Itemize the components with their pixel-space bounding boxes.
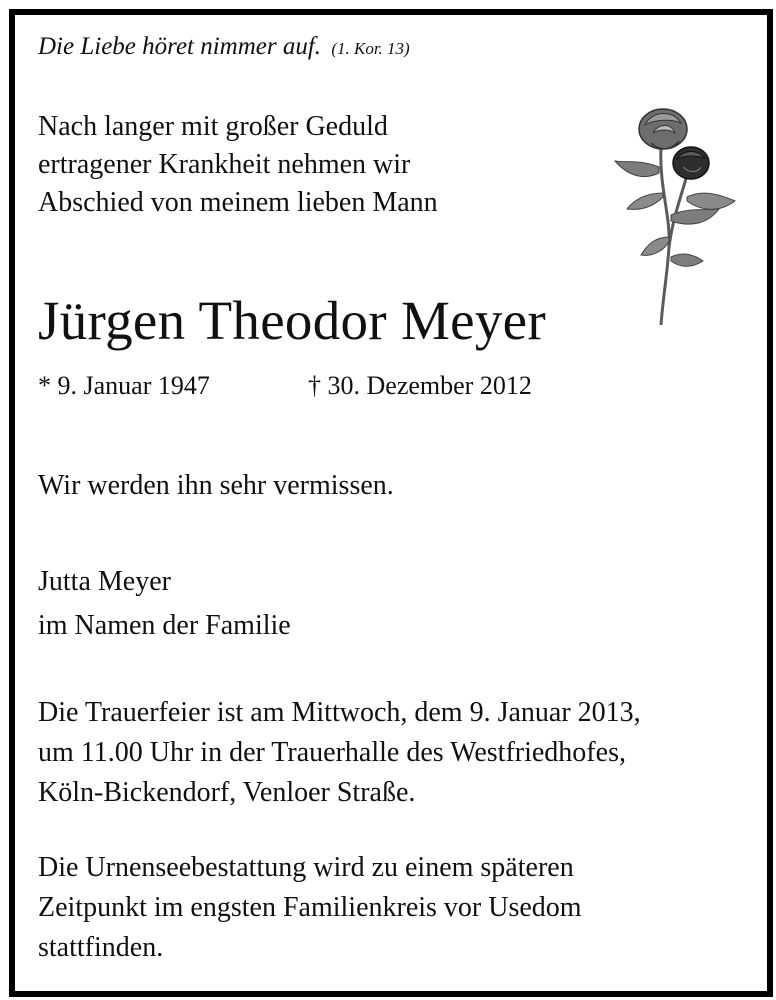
- motto-text: Die Liebe höret nimmer auf.: [38, 33, 322, 60]
- motto-reference: (1. Kor. 13): [331, 39, 410, 58]
- service-line: um 11.00 Uhr in der Trauerhalle des Westfriedhofes,: [38, 737, 626, 768]
- burial-line: stattfinden.: [38, 932, 164, 963]
- intro-text: [38, 108, 438, 222]
- rose-icon: [611, 97, 739, 327]
- intro-line: ertragener Krankheit nehmen wir: [38, 149, 411, 180]
- intro-line: Nach langer mit großer Geduld: [38, 111, 388, 142]
- burial-line: Zeitpunkt im engsten Familienkreis vor Usedom: [38, 892, 582, 923]
- motto: [38, 33, 410, 61]
- burial-info: [38, 848, 582, 968]
- intro-line: Abschied von meinem lieben Mann: [38, 187, 438, 218]
- signature-name: Jutta Meyer: [38, 566, 171, 597]
- signature-note: im Namen der Familie: [38, 610, 291, 641]
- service-line: Köln-Bickendorf, Venloer Straße.: [38, 777, 416, 808]
- death-date: † 30. Dezember 2012: [308, 371, 532, 400]
- farewell-message: Wir werden ihn sehr vermissen.: [38, 470, 394, 501]
- birth-date: * 9. Januar 1947: [38, 371, 210, 400]
- burial-line: Die Urnenseebestattung wird zu einem späteren: [38, 852, 574, 883]
- obituary-frame: [9, 9, 773, 997]
- service-line: Die Trauerfeier ist am Mittwoch, dem 9. Januar 2013,: [38, 697, 641, 728]
- signature: [38, 560, 291, 648]
- funeral-service-info: [38, 693, 641, 813]
- deceased-name: Jürgen Theodor Meyer: [38, 290, 547, 351]
